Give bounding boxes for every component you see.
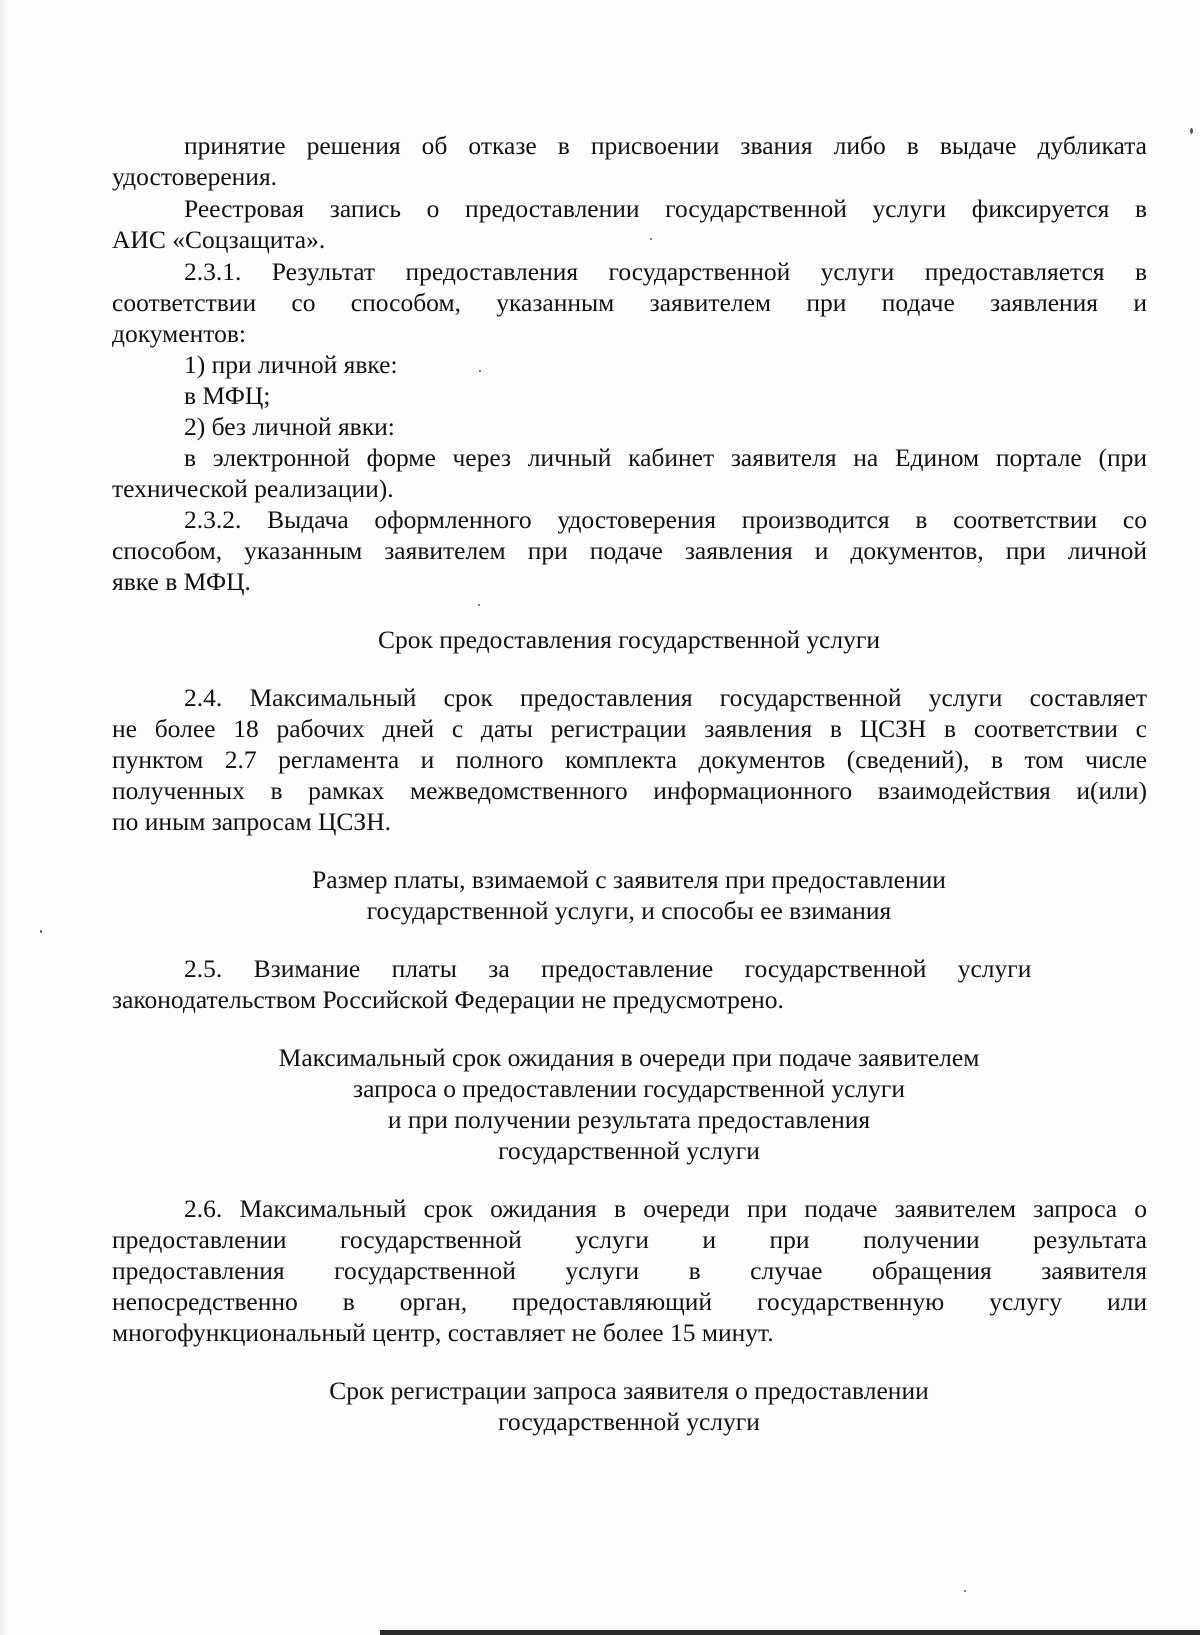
paragraph-line: 2.3.1. Результат предоставления государственной услуги предоставляется в xyxy=(184,257,1147,286)
section-heading: государственной услуги xyxy=(498,1407,760,1436)
paragraph-line: 2.5. Взимание платы за предоставление государственной услуги xyxy=(184,954,1032,983)
section-heading: Размер платы, взимаемой с заявителя при предоставлении xyxy=(312,865,946,894)
section-heading: запроса о предоставлении государственной услуги xyxy=(353,1074,905,1103)
list-item: 2) без личной явки: xyxy=(184,412,395,441)
paragraph-line: 2.4. Максимальный срок предоставления государственной услуги составляет xyxy=(184,683,1147,712)
list-item: в МФЦ; xyxy=(184,381,271,410)
scan-speck xyxy=(650,238,652,240)
paragraph-line: АИС «Соцзащита». xyxy=(112,225,326,254)
paragraph-line: 2.3.2. Выдача оформленного удостоверения производится в соответствии со xyxy=(184,505,1147,534)
paragraph-line: многофункциональный центр, составляет не более 15 минут. xyxy=(112,1318,774,1347)
paragraph-line: полученных в рамках межведомственного информационного взаимодействия и(или) xyxy=(112,776,1147,805)
scan-speck xyxy=(964,1590,966,1592)
scan-speck xyxy=(479,370,481,372)
section-heading: и при получении результата предоставления xyxy=(387,1105,871,1134)
paragraph-line: принятие решения об отказе в присвоении звания либо в выдаче дубликата xyxy=(184,131,1147,160)
paragraph-line: пунктом 2.7 регламента и полного комплекта документов (сведений), в том числе xyxy=(112,745,1147,774)
scan-bottom-edge xyxy=(380,1630,1200,1635)
paragraph-line: соответствии со способом, указанным заявителем при подаче заявления и xyxy=(112,288,1147,317)
section-heading: государственной услуги, и способы ее взимания xyxy=(366,896,892,925)
paragraph-line: предоставлении государственной услуги и при получении результата xyxy=(112,1225,1147,1254)
paragraph-line: предоставления государственной услуги в случае обращения заявителя xyxy=(112,1256,1147,1285)
paragraph-line: непосредственно в орган, предоставляющий государственную услугу или xyxy=(112,1287,1147,1316)
scan-speck xyxy=(1190,128,1193,134)
paragraph-line: в электронной форме через личный кабинет заявителя на Едином портале (при xyxy=(184,443,1147,472)
scan-speck xyxy=(40,930,42,933)
paragraph-line: Реестровая запись о предоставлении государственной услуги фиксируется в xyxy=(184,194,1147,223)
paragraph-line: явке в МФЦ. xyxy=(112,567,251,596)
scan-speck xyxy=(478,604,480,606)
paragraph-line: удостоверения. xyxy=(112,162,278,191)
paragraph-line: документов: xyxy=(112,319,246,348)
section-heading: Максимальный срок ожидания в очереди при подаче заявителем xyxy=(278,1043,980,1072)
section-heading: Срок предоставления государственной услуги xyxy=(377,625,880,654)
paragraph-line: 2.6. Максимальный срок ожидания в очереди при подаче заявителем запроса о xyxy=(184,1194,1147,1223)
list-item: 1) при личной явке: xyxy=(184,350,398,379)
paragraph-line: законодательством Российской Федерации не предусмотрено. xyxy=(112,985,784,1014)
section-heading: Срок регистрации запроса заявителя о предоставлении xyxy=(329,1376,929,1405)
paragraph-line: не более 18 рабочих дней с даты регистрации заявления в ЦСЗН в соответствии с xyxy=(112,714,1147,743)
paragraph-line: технической реализации). xyxy=(112,474,394,503)
paragraph-line: способом, указанным заявителем при подаче заявления и документов, при личной xyxy=(112,536,1147,565)
paragraph-line: по иным запросам ЦСЗН. xyxy=(112,807,391,836)
section-heading: государственной услуги xyxy=(498,1136,760,1165)
